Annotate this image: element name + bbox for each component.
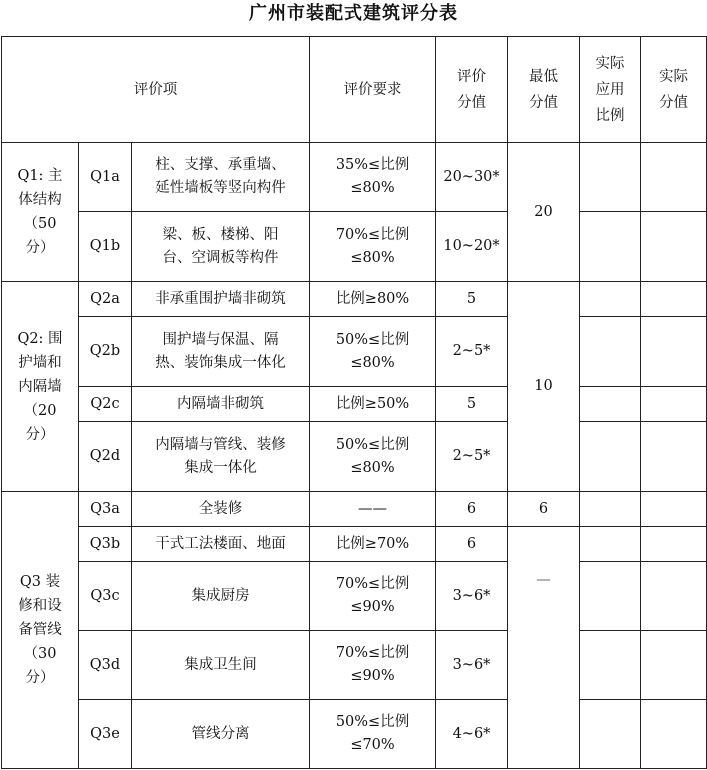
row-item: 集成厨房 — [132, 562, 310, 631]
row-item: 全装修 — [132, 492, 310, 527]
row-code: Q3d — [79, 631, 132, 700]
actual-score-cell — [641, 631, 707, 700]
actual-ratio-cell — [580, 143, 641, 212]
actual-score-cell — [641, 282, 707, 317]
row-score: 2~5* — [436, 317, 508, 387]
actual-score-cell — [641, 422, 707, 492]
actual-score-cell — [641, 143, 707, 212]
table-row — [2, 631, 707, 700]
actual-ratio-cell — [580, 387, 641, 422]
row-code: Q3a — [79, 492, 132, 527]
section-q2-label: Q2: 围 护墙和 内隔墙 （20 分） — [2, 282, 79, 492]
row-score: 5 — [436, 387, 508, 422]
section-q1-label: Q1: 主 体结构 （50 分） — [2, 143, 79, 282]
header-item: 评价项 — [2, 37, 310, 143]
row-code: Q2d — [79, 422, 132, 492]
row-requirement: 70%≤比例 ≤90% — [310, 631, 436, 700]
actual-score-cell — [641, 562, 707, 631]
section-q3-label: Q3 装 修和设 备管线 （30 分） — [2, 492, 79, 769]
row-score: 4~6* — [436, 700, 508, 769]
header-requirement: 评价要求 — [310, 37, 436, 143]
row-item: 干式工法楼面、地面 — [132, 527, 310, 562]
score-table — [1, 36, 707, 769]
table-row — [2, 212, 707, 282]
table-row — [2, 143, 707, 212]
actual-ratio-cell — [580, 527, 641, 562]
header-actual-score: 实际 分值 — [641, 37, 707, 143]
actual-ratio-cell — [580, 317, 641, 387]
row-code: Q3c — [79, 562, 132, 631]
actual-score-cell — [641, 700, 707, 769]
row-requirement: 50%≤比例 ≤80% — [310, 317, 436, 387]
actual-score-cell — [641, 212, 707, 282]
row-requirement: 比例≥80% — [310, 282, 436, 317]
row-item: 梁、板、楼梯、阳 台、空调板等构件 — [132, 212, 310, 282]
actual-ratio-cell — [580, 282, 641, 317]
actual-score-cell — [641, 492, 707, 527]
section-q3a-min-score: 6 — [508, 492, 580, 527]
row-code: Q1a — [79, 143, 132, 212]
actual-ratio-cell — [580, 631, 641, 700]
table-title: 广州市装配式建筑评分表 — [249, 3, 458, 24]
actual-ratio-cell — [580, 422, 641, 492]
row-item: 内隔墙非砌筑 — [132, 387, 310, 422]
table-row — [2, 422, 707, 492]
row-score: 3~6* — [436, 562, 508, 631]
row-requirement: 比例≥70% — [310, 527, 436, 562]
header-score: 评价 分值 — [436, 37, 508, 143]
header-actual-ratio: 实际 应用 比例 — [580, 37, 641, 143]
row-code: Q2a — [79, 282, 132, 317]
row-item: 非承重围护墙非砌筑 — [132, 282, 310, 317]
row-item: 集成卫生间 — [132, 631, 310, 700]
table-row — [2, 282, 707, 317]
row-score: 3~6* — [436, 631, 508, 700]
row-item: 内隔墙与管线、装修 集成一体化 — [132, 422, 310, 492]
row-score: 20~30* — [436, 143, 508, 212]
actual-ratio-cell — [580, 492, 641, 527]
row-item: 管线分离 — [132, 700, 310, 769]
row-code: Q3b — [79, 527, 132, 562]
actual-ratio-cell — [580, 212, 641, 282]
row-score: 6 — [436, 492, 508, 527]
section-q3-min-score: — — [508, 527, 580, 769]
actual-score-cell — [641, 387, 707, 422]
row-item: 柱、支撑、承重墙、 延性墙板等竖向构件 — [132, 143, 310, 212]
row-code: Q2b — [79, 317, 132, 387]
row-requirement: 35%≤比例 ≤80% — [310, 143, 436, 212]
header-min-score: 最低 分值 — [508, 37, 580, 143]
table-row — [2, 700, 707, 769]
section-q1-min-score: 20 — [508, 143, 580, 282]
table-row — [2, 317, 707, 387]
row-item: 围护墙与保温、隔 热、装饰集成一体化 — [132, 317, 310, 387]
row-requirement: 70%≤比例 ≤80% — [310, 212, 436, 282]
table-row — [2, 562, 707, 631]
row-code: Q1b — [79, 212, 132, 282]
section-q2-min-score: 10 — [508, 282, 580, 492]
actual-ratio-cell — [580, 700, 641, 769]
row-requirement: 70%≤比例 ≤90% — [310, 562, 436, 631]
actual-score-cell — [641, 317, 707, 387]
header-row — [2, 37, 707, 143]
row-score: 10~20* — [436, 212, 508, 282]
actual-ratio-cell — [580, 562, 641, 631]
table-row — [2, 387, 707, 422]
actual-score-cell — [641, 527, 707, 562]
table-row — [2, 527, 707, 562]
row-score: 6 — [436, 527, 508, 562]
row-score: 2~5* — [436, 422, 508, 492]
row-score: 5 — [436, 282, 508, 317]
row-requirement: 比例≥50% — [310, 387, 436, 422]
row-requirement: —— — [310, 492, 436, 527]
row-requirement: 50%≤比例 ≤80% — [310, 422, 436, 492]
row-code: Q3e — [79, 700, 132, 769]
table-row — [2, 492, 707, 527]
row-code: Q2c — [79, 387, 132, 422]
row-requirement: 50%≤比例 ≤70% — [310, 700, 436, 769]
